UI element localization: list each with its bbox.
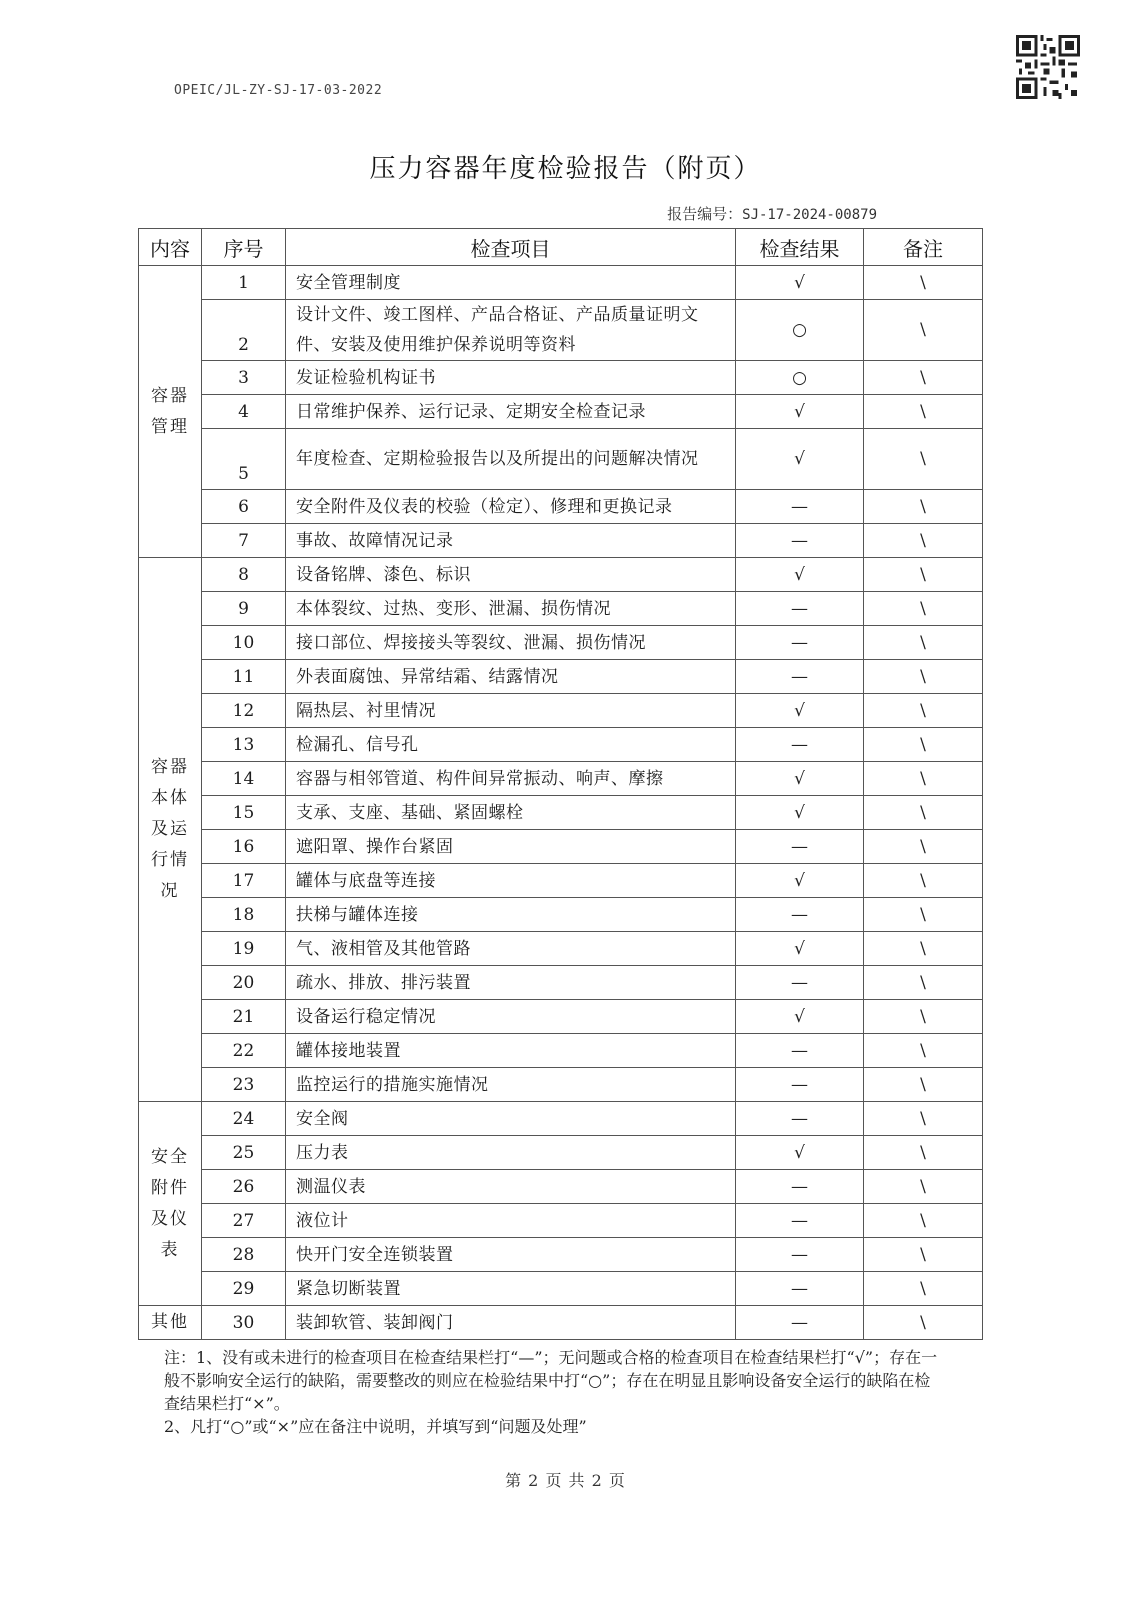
check-result: — <box>736 1306 864 1340</box>
remark-cell: \ <box>864 266 983 300</box>
table-row <box>139 830 983 864</box>
remark-cell: \ <box>864 966 983 1000</box>
check-item: 发证检验机构证书 <box>286 361 736 395</box>
row-number: 13 <box>202 728 286 762</box>
table-row <box>139 796 983 830</box>
table-row <box>139 1306 983 1340</box>
table-row <box>139 1238 983 1272</box>
check-result: √ <box>736 395 864 429</box>
remark-cell: \ <box>864 694 983 728</box>
table-row <box>139 1272 983 1306</box>
row-number: 1 <box>202 266 286 300</box>
table-row <box>139 524 983 558</box>
check-item: 事故、故障情况记录 <box>286 524 736 558</box>
row-number: 9 <box>202 592 286 626</box>
table-row <box>139 762 983 796</box>
remark-cell: \ <box>864 300 983 361</box>
check-item: 安全管理制度 <box>286 266 736 300</box>
remark-cell: \ <box>864 1136 983 1170</box>
remark-cell: \ <box>864 728 983 762</box>
remark-cell: \ <box>864 1238 983 1272</box>
check-item: 疏水、排放、排污装置 <box>286 966 736 1000</box>
row-number: 2 <box>202 300 286 361</box>
check-result: √ <box>736 932 864 966</box>
check-result: — <box>736 1272 864 1306</box>
row-number: 16 <box>202 830 286 864</box>
row-number: 21 <box>202 1000 286 1034</box>
row-number: 18 <box>202 898 286 932</box>
remark-cell: \ <box>864 592 983 626</box>
row-number: 15 <box>202 796 286 830</box>
table-row <box>139 1102 983 1136</box>
check-item: 日常维护保养、运行记录、定期安全检查记录 <box>286 395 736 429</box>
check-item: 罐体接地装置 <box>286 1034 736 1068</box>
table-row <box>139 361 983 395</box>
check-item: 年度检查、定期检验报告以及所提出的问题解决情况 <box>286 429 736 490</box>
header-remark: 备注 <box>864 229 983 266</box>
notes <box>164 1346 944 1438</box>
page-title: 压力容器年度检验报告（附页） <box>369 154 762 184</box>
row-number: 23 <box>202 1068 286 1102</box>
check-item: 装卸软管、装卸阀门 <box>286 1306 736 1340</box>
row-number: 29 <box>202 1272 286 1306</box>
row-number: 19 <box>202 932 286 966</box>
table-row <box>139 1136 983 1170</box>
row-number: 27 <box>202 1204 286 1238</box>
row-number: 5 <box>202 429 286 490</box>
check-item: 检漏孔、信号孔 <box>286 728 736 762</box>
check-item: 扶梯与罐体连接 <box>286 898 736 932</box>
check-item: 支承、支座、基础、紧固螺栓 <box>286 796 736 830</box>
check-result: — <box>736 592 864 626</box>
table-row <box>139 966 983 1000</box>
check-item: 接口部位、焊接接头等裂纹、泄漏、损伤情况 <box>286 626 736 660</box>
table-row <box>139 1170 983 1204</box>
section-label: 容器 管理 <box>139 266 202 558</box>
row-number: 26 <box>202 1170 286 1204</box>
table-row <box>139 626 983 660</box>
check-result: — <box>736 1102 864 1136</box>
check-item: 隔热层、衬里情况 <box>286 694 736 728</box>
remark-cell: \ <box>864 1170 983 1204</box>
section-label: 安全 附件 及仪 表 <box>139 1102 202 1306</box>
check-result: √ <box>736 429 864 490</box>
remark-cell: \ <box>864 626 983 660</box>
row-number: 24 <box>202 1102 286 1136</box>
check-item: 快开门安全连锁装置 <box>286 1238 736 1272</box>
row-number: 11 <box>202 660 286 694</box>
check-item: 紧急切断装置 <box>286 1272 736 1306</box>
row-number: 28 <box>202 1238 286 1272</box>
check-result: √ <box>736 1136 864 1170</box>
report-number <box>667 203 877 224</box>
remark-cell: \ <box>864 1306 983 1340</box>
row-number: 3 <box>202 361 286 395</box>
table-row <box>139 660 983 694</box>
check-result: — <box>736 1068 864 1102</box>
check-result: — <box>736 830 864 864</box>
remark-cell: \ <box>864 1000 983 1034</box>
check-item: 遮阳罩、操作台紧固 <box>286 830 736 864</box>
check-result: ○ <box>736 300 864 361</box>
check-result: ○ <box>736 361 864 395</box>
row-number: 10 <box>202 626 286 660</box>
remark-cell: \ <box>864 395 983 429</box>
check-result: √ <box>736 694 864 728</box>
table-body <box>139 266 983 1340</box>
note-1: 注：1、没有或未进行的检查项目在检查结果栏打“—”；无问题或合格的检查项目在检查结果栏打“√”；存在一般不影响安全运行的缺陷，需要整改的则应在检验结果中打“○”；存在在明显且影响设备安全运行的缺陷在检查结果栏打“×”。 <box>164 1348 938 1413</box>
row-number: 20 <box>202 966 286 1000</box>
check-result: — <box>736 1238 864 1272</box>
row-number: 6 <box>202 490 286 524</box>
check-result: — <box>736 728 864 762</box>
row-number: 30 <box>202 1306 286 1340</box>
header-result: 检查结果 <box>736 229 864 266</box>
remark-cell: \ <box>864 796 983 830</box>
table-row <box>139 932 983 966</box>
table-row <box>139 429 983 490</box>
table-row <box>139 728 983 762</box>
header-seq: 序号 <box>202 229 286 266</box>
remark-cell: \ <box>864 558 983 592</box>
check-result: — <box>736 1204 864 1238</box>
check-item: 外表面腐蚀、异常结霜、结露情况 <box>286 660 736 694</box>
check-result: — <box>736 898 864 932</box>
check-result: √ <box>736 1000 864 1034</box>
remark-cell: \ <box>864 762 983 796</box>
check-result: √ <box>736 762 864 796</box>
check-item: 设备铭牌、漆色、标识 <box>286 558 736 592</box>
inspection-table <box>138 228 983 1340</box>
row-number: 7 <box>202 524 286 558</box>
row-number: 8 <box>202 558 286 592</box>
table-row <box>139 898 983 932</box>
check-item: 安全附件及仪表的校验（检定）、修理和更换记录 <box>286 490 736 524</box>
check-result: — <box>736 626 864 660</box>
row-number: 22 <box>202 1034 286 1068</box>
row-number: 12 <box>202 694 286 728</box>
check-result: — <box>736 524 864 558</box>
remark-cell: \ <box>864 932 983 966</box>
remark-cell: \ <box>864 1272 983 1306</box>
remark-cell: \ <box>864 898 983 932</box>
check-result: — <box>736 1034 864 1068</box>
table-row <box>139 592 983 626</box>
note-2: 2、凡打“○”或“×”应在备注中说明，并填写到“问题及处理” <box>164 1417 587 1436</box>
remark-cell: \ <box>864 660 983 694</box>
remark-cell: \ <box>864 1102 983 1136</box>
check-item: 气、液相管及其他管路 <box>286 932 736 966</box>
check-item: 罐体与底盘等连接 <box>286 864 736 898</box>
qr-code-icon <box>1016 35 1080 99</box>
row-number: 14 <box>202 762 286 796</box>
table-row <box>139 1000 983 1034</box>
check-item: 本体裂纹、过热、变形、泄漏、损伤情况 <box>286 592 736 626</box>
check-item: 设计文件、竣工图样、产品合格证、产品质量证明文件、安装及使用维护保养说明等资料 <box>286 300 736 361</box>
table-row <box>139 1068 983 1102</box>
document-code: OPEIC/JL-ZY-SJ-17-03-2022 <box>174 83 383 98</box>
remark-cell: \ <box>864 490 983 524</box>
check-result: — <box>736 966 864 1000</box>
remark-cell: \ <box>864 361 983 395</box>
remark-cell: \ <box>864 524 983 558</box>
check-result: √ <box>736 864 864 898</box>
section-label: 容器 本体 及运 行情 况 <box>139 558 202 1102</box>
check-result: — <box>736 1170 864 1204</box>
check-item: 液位计 <box>286 1204 736 1238</box>
remark-cell: \ <box>864 429 983 490</box>
page-footer: 第 2 页 共 2 页 <box>505 1471 626 1490</box>
table-row <box>139 694 983 728</box>
header-section: 内容 <box>139 229 202 266</box>
report-number-value: SJ-17-2024-00879 <box>742 207 877 223</box>
check-result: — <box>736 490 864 524</box>
check-item: 安全阀 <box>286 1102 736 1136</box>
table-header-row <box>139 229 983 266</box>
remark-cell: \ <box>864 1034 983 1068</box>
table-row <box>139 266 983 300</box>
remark-cell: \ <box>864 864 983 898</box>
row-number: 25 <box>202 1136 286 1170</box>
table-row <box>139 490 983 524</box>
check-result: √ <box>736 796 864 830</box>
section-label: 其他 <box>139 1306 202 1340</box>
report-number-label: 报告编号： <box>667 205 743 223</box>
check-item: 测温仪表 <box>286 1170 736 1204</box>
row-number: 4 <box>202 395 286 429</box>
table-row <box>139 1204 983 1238</box>
table-row <box>139 558 983 592</box>
table-row <box>139 1034 983 1068</box>
remark-cell: \ <box>864 1068 983 1102</box>
check-result: √ <box>736 266 864 300</box>
header-item: 检查项目 <box>286 229 736 266</box>
check-item: 压力表 <box>286 1136 736 1170</box>
table-row <box>139 864 983 898</box>
check-result: √ <box>736 558 864 592</box>
table-row <box>139 300 983 361</box>
table-row <box>139 395 983 429</box>
row-number: 17 <box>202 864 286 898</box>
remark-cell: \ <box>864 830 983 864</box>
check-item: 设备运行稳定情况 <box>286 1000 736 1034</box>
check-result: — <box>736 660 864 694</box>
check-item: 监控运行的措施实施情况 <box>286 1068 736 1102</box>
remark-cell: \ <box>864 1204 983 1238</box>
check-item: 容器与相邻管道、构件间异常振动、响声、摩擦 <box>286 762 736 796</box>
